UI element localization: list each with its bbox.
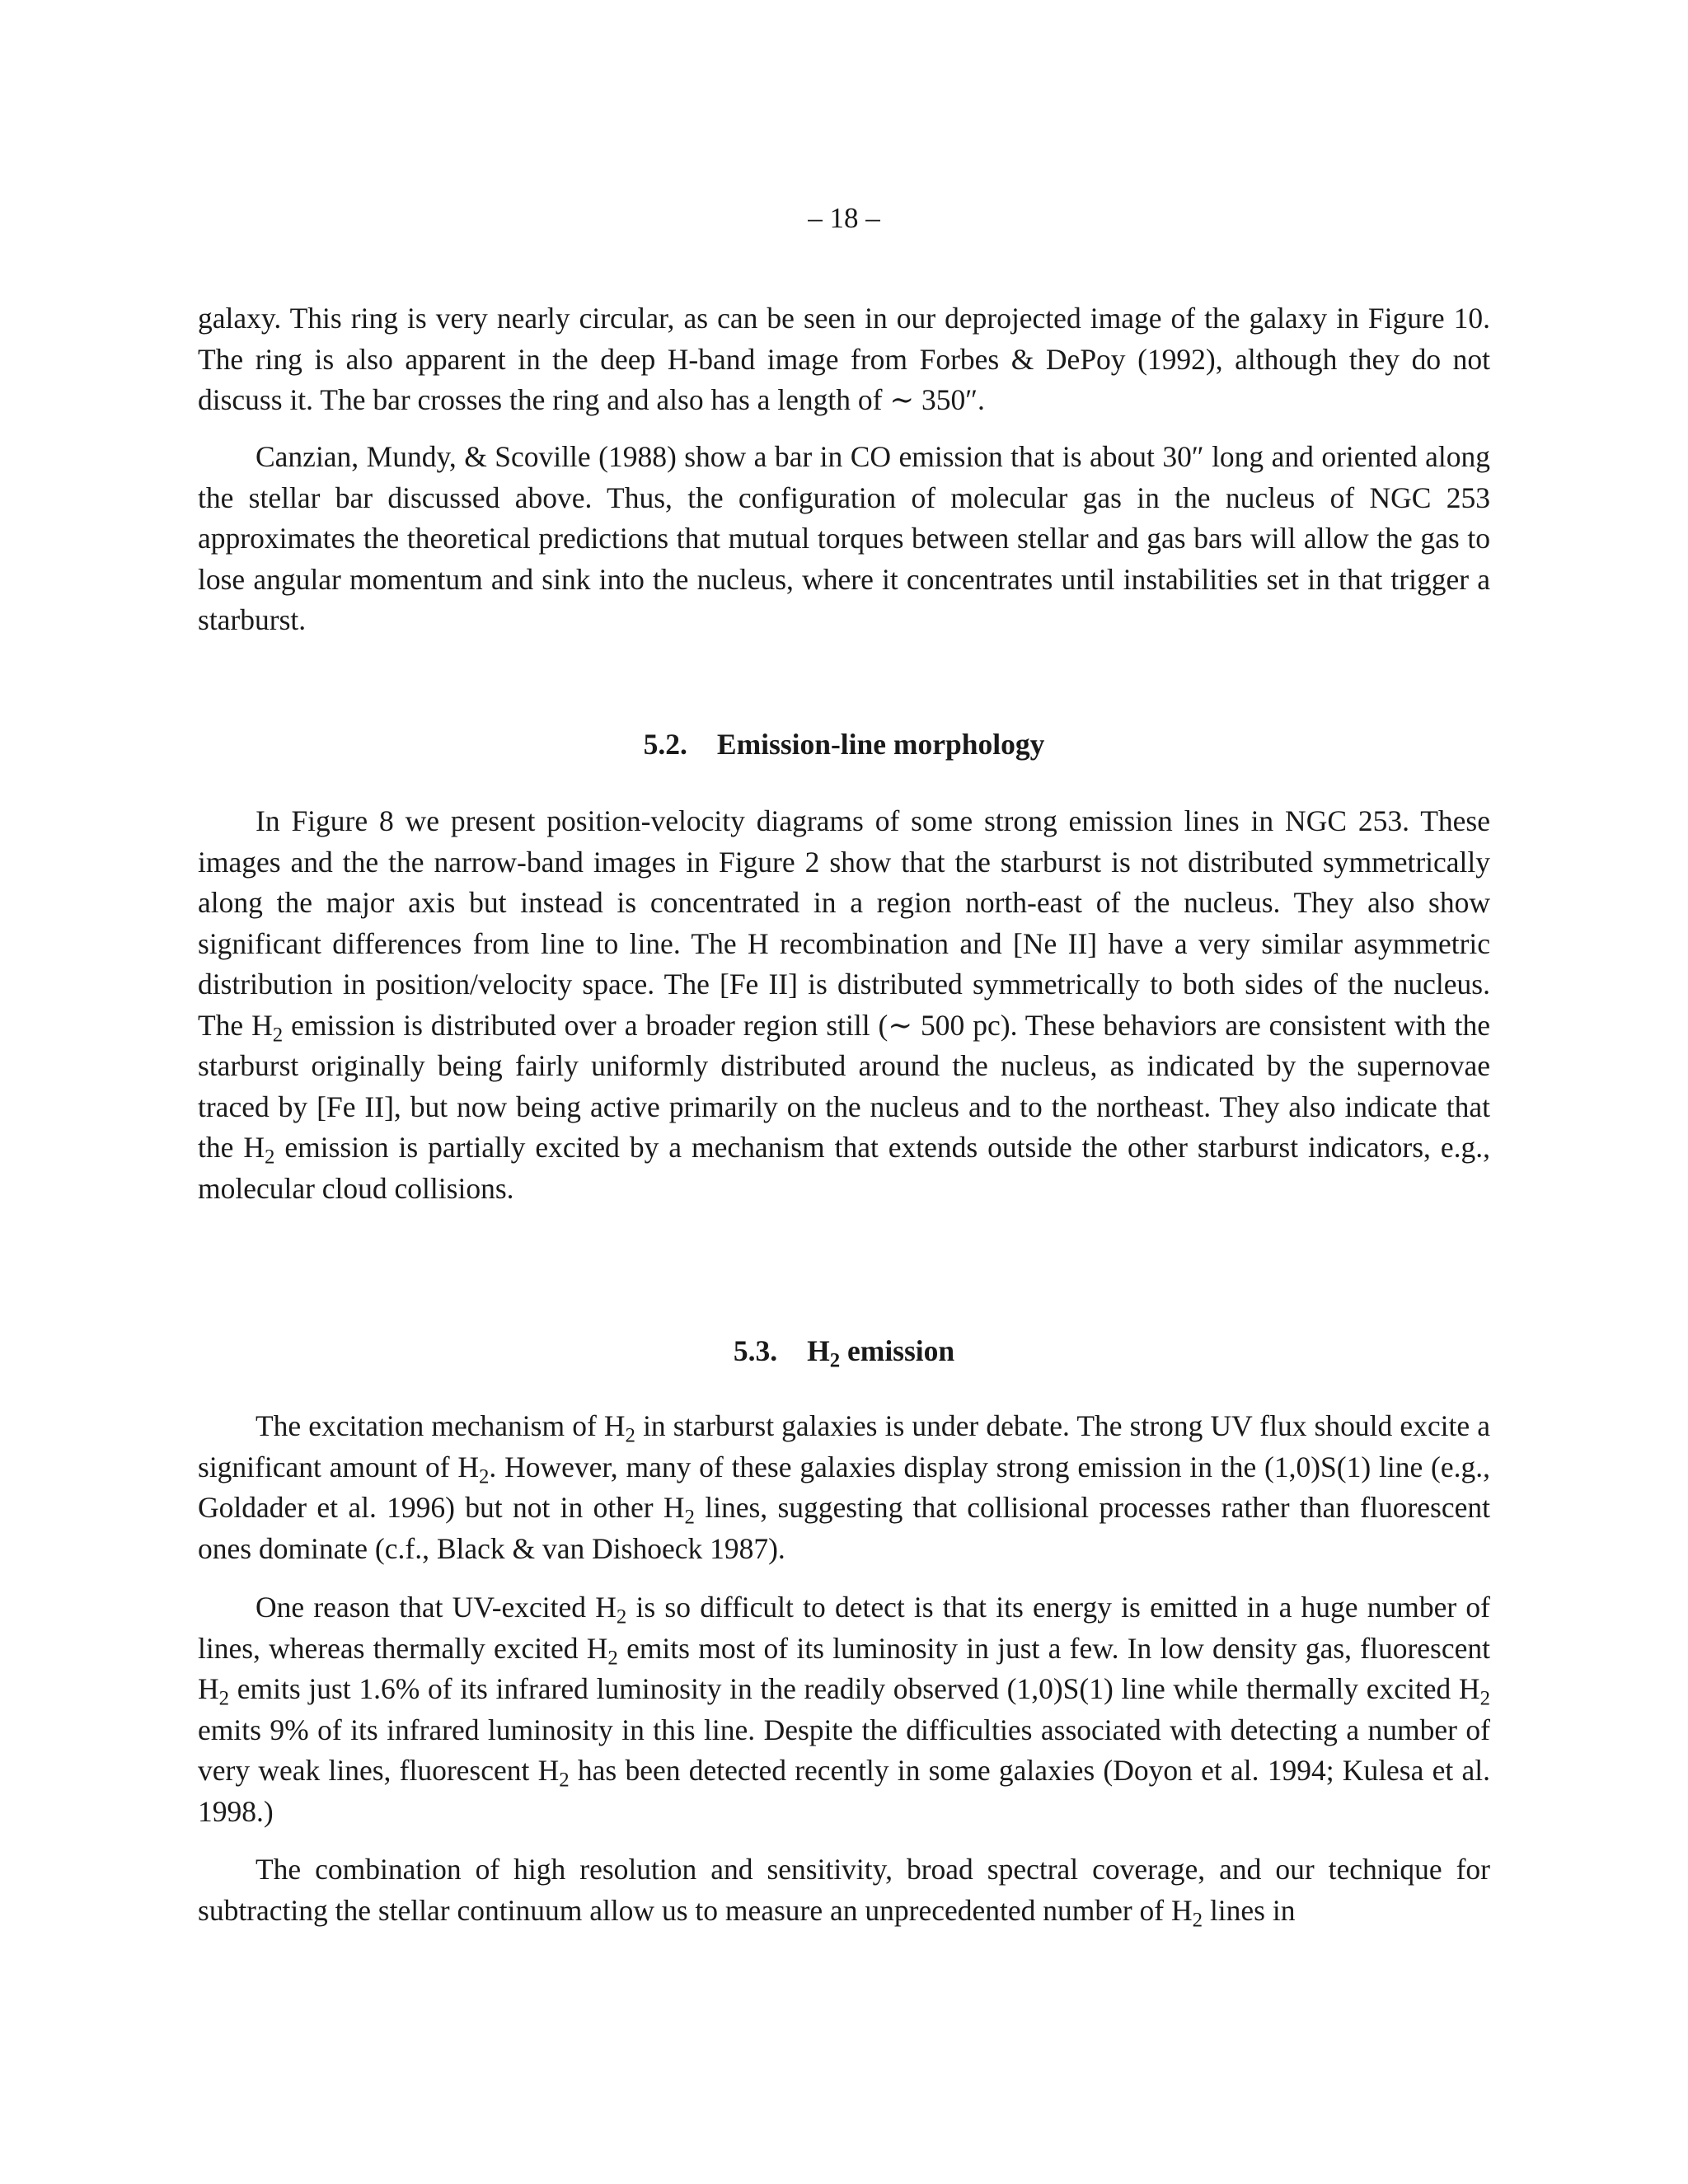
paragraph-excitation-mechanism — [198, 1406, 1490, 1569]
paragraph-text: Canzian, Mundy, & Scoville (1988) show a bar in CO emission that is about 30″ long and oriented along the stellar bar discussed above. Thus, the configuration of molecular gas in the nucleus of NGC 253 approximates the theoretical predictions that mutual torques between stellar and gas bars will allow the gas to lose angular momentum and sink into the nucleus, where it concentrates until instabilities set in that trigger a starburst. — [198, 440, 1490, 636]
section-title: Emission-line morphology — [716, 728, 1045, 761]
paragraph-text: galaxy. This ring is very nearly circular, as can be seen in our deprojected image of the galaxy in Figure 10. The ring is also apparent in the deep H-band image from Forbes & DePoy (1992), although they do not discuss it. The bar crosses the ring and also has a length of ∼ 350″. — [198, 302, 1490, 416]
paragraph-text: The combination of high resolution and sensitivity, broad spectral coverage, and our technique for subtracting the stellar continuum allow us to measure an unprecedented number of $H_2$ lines in — [198, 1853, 1490, 1931]
section-number: 5.2. — [643, 728, 687, 761]
paragraph-combination — [198, 1849, 1490, 1931]
section-heading-5-3 — [0, 1330, 1688, 1371]
section-heading-5-2 — [0, 724, 1688, 765]
paragraph-ring-bar — [198, 298, 1490, 421]
paragraph-uv-excited — [198, 1587, 1490, 1832]
paragraph-text: One reason that UV-excited $H_2$ is so difficult to detect is that its energy is emitted in a huge number of lines, whereas thermally excited $H_2$ emits most of its luminosity in just a few. In low density gas, fluorescent $H_2$ emits just 1.6% of its infrared luminosity in the readily observed (1,0)S(1) line while thermally excited $H_2$ emits 9% of its infrared luminosity in this line. Despite the difficulties associated with detecting a number of very weak lines, fluorescent $H_2$ has been detected recently in some galaxies (Doyon et al. 1994; Kulesa et al. 1998.) — [198, 1591, 1491, 1828]
section-title: $H_2$ emission — [807, 1334, 955, 1372]
page-number: – 18 – — [808, 202, 880, 234]
section-number: 5.3. — [733, 1334, 778, 1367]
paragraph-text: The excitation mechanism of $H_2$ in starburst galaxies is under debate. The strong UV flux should excite a significant amount of $H_2$. However, many of these galaxies display strong emission in the (1,0)S(1) line (e.g., Goldader et al. 1996) but not in other $H_2$ lines, suggesting that collisional processes rather than fluorescent ones dominate (c.f., Black & van Dishoeck 1987). — [198, 1409, 1491, 1565]
paragraph-emission-morphology — [198, 801, 1490, 1209]
paragraph-co-bar — [198, 437, 1490, 641]
paragraph-text: In Figure 8 we present position-velocity diagrams of some strong emission lines in NGC 253. These images and the the narrow-band images in Figure 2 show that the starburst is not distributed symmetrically along the major axis but instead is concentrated in a region north-east of the nucleus. They also show significant differences from line to line. The H recombination and [Ne II] have a very similar asymmetric distribution in position/velocity space. The [Fe II] is distributed symmetrically to both sides of the nucleus. The $H_2$ emission is distributed over a broader region still (∼ 500 pc). These behaviors are consistent with the starburst originally being fairly uniformly distributed around the nucleus, as indicated by the supernovae traced by [Fe II], but now being active primarily on the nucleus and to the northeast. They also indicate that the $H_2$ emission is partially excited by a mechanism that extends outside the other starburst indicators, e.g., molecular cloud collisions. — [198, 804, 1491, 1205]
